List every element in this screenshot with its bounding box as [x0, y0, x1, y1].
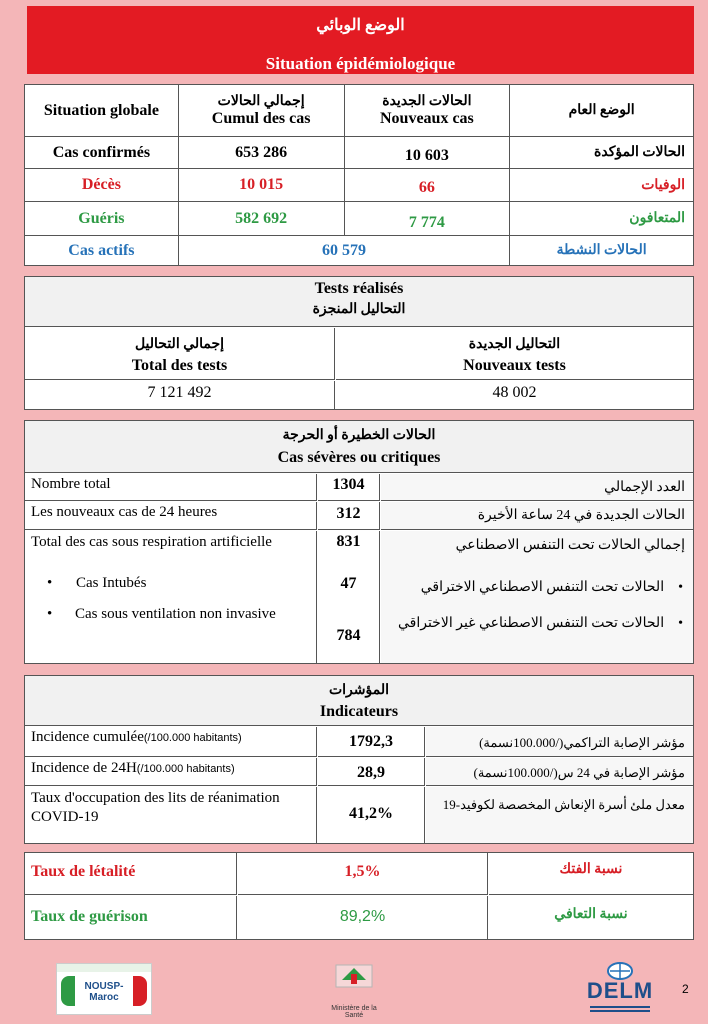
severe-resp-label-fr: Total des cas sous respiration artificielle [31, 534, 272, 550]
severe-new24-label-ar: الحالات الجديدة في 24 ساعة الأخيرة [381, 502, 693, 530]
col-header-nouveaux [344, 85, 510, 137]
tests-total-ar: إجمالي التحاليل [134, 337, 225, 352]
bullet-icon: • [47, 575, 53, 591]
ministry-emblem-icon [322, 962, 386, 992]
tests-new-ar: التحاليل الجديدة [468, 337, 561, 352]
indicator-label-ar: مؤشر الإصابة في 24 س(/100.000نسمة) [426, 758, 693, 786]
col-header-nouveaux-fr: Nouveaux cas [379, 110, 474, 127]
row-label-fr: Guéris [25, 202, 179, 236]
tests-total-value: 7 121 492 [25, 381, 335, 409]
indicator-row-label-fr [25, 727, 317, 757]
header-title-fr: Situation épidémiologique [265, 54, 456, 73]
table-row [25, 169, 694, 202]
severe-resp-block-fr [25, 531, 317, 663]
severe-panel [24, 420, 694, 664]
severe-resp-label-ar: إجمالي الحالات تحت التنفس الاصطناعي [455, 538, 685, 553]
tests-panel [24, 276, 694, 410]
page-number: 2 [682, 982, 689, 996]
col-header-cumul-ar: إجمالي الحالات [217, 94, 305, 109]
row-cumul: 653 286 [178, 137, 344, 169]
bullet-icon: • [678, 580, 683, 595]
row-cumul: 10 015 [178, 169, 344, 202]
actifs-label-fr: Cas actifs [25, 236, 179, 266]
tests-header [25, 277, 693, 327]
letalite-label-ar: نسبة الفتك [489, 853, 693, 895]
nousp-logo [56, 963, 152, 1015]
guerison-label-fr: Taux de guérison [25, 896, 237, 939]
indicators-title-ar: المؤشرات [328, 683, 389, 698]
severe-vni-label-fr: Cas sous ventilation non invasive [75, 606, 276, 622]
global-situation-table [24, 84, 694, 266]
tests-new-fr: Nouveaux tests [463, 357, 566, 374]
severe-title-ar: الحالات الخطيرة أو الحرجة [282, 428, 436, 443]
tests-new-header [336, 328, 693, 380]
row-nouveaux: 10 603 [344, 137, 510, 169]
delm-logo [584, 962, 656, 1016]
severe-vni-label-ar: الحالات تحت التنفس الاصطناعي غير الاختراقي [397, 616, 665, 631]
letalite-label-fr: Taux de létalité [25, 853, 237, 895]
header-title-ar: الوضع الوبائي [316, 17, 405, 34]
tests-title-ar: التحاليل المنجزة [312, 302, 406, 317]
severe-vni-item-ar [393, 611, 683, 637]
ministry-logo [322, 962, 386, 1019]
indicator-label: Taux d'occupation des lits de réanimation COVID-19 [31, 790, 280, 825]
indicators-header [25, 676, 693, 726]
actifs-row [25, 236, 694, 266]
severe-intubes-value: 47 [340, 575, 357, 592]
severe-intubes-item [47, 575, 146, 592]
header-banner [27, 6, 694, 74]
row-label-ar: المتعافون [510, 202, 694, 236]
severe-vni-item [47, 605, 297, 624]
indicator-value: 28,9 [318, 758, 425, 786]
table-row [25, 202, 694, 236]
severe-header [25, 421, 693, 473]
guerison-label-ar: نسبة التعافي [554, 907, 628, 922]
bullet-icon: • [47, 606, 53, 622]
indicator-unit: (/100.000 habitants) [136, 763, 235, 775]
indicator-value: 1792,3 [318, 727, 425, 757]
ministry-logo-text: Ministère de la Santé [331, 1005, 377, 1019]
severe-total-label-ar: العدد الإجمالي [381, 474, 693, 501]
indicator-label: Incidence cumulée [31, 729, 144, 745]
col-header-situation-ar: الوضع العام [510, 85, 694, 137]
indicator-label: Incidence de 24H [31, 760, 137, 776]
indicator-label-ar: معدل ملئ أسرة الإنعاش المخصصة لكوفيد-19 [426, 787, 693, 843]
indicators-panel [24, 675, 694, 844]
severe-intubes-label-fr: Cas Intubés [76, 575, 147, 591]
severe-total-label-fr: Nombre total [25, 474, 317, 501]
severe-intubes-label-ar: الحالات تحت التنفس الاصطناعي الاختراقي [420, 580, 665, 595]
row-cumul: 582 692 [178, 202, 344, 236]
bullet-icon: • [678, 616, 683, 631]
row-nouveaux: 66 [344, 169, 510, 202]
col-header-nouveaux-ar: الحالات الجديدة [382, 94, 472, 109]
severe-total-value: 1304 [318, 474, 380, 501]
table-row [25, 137, 694, 169]
tests-total-header [25, 328, 335, 380]
severe-resp-values [318, 531, 380, 663]
severe-resp-block-ar [381, 531, 693, 663]
tests-new-value: 48 002 [492, 384, 537, 401]
col-header-cumul [178, 85, 344, 137]
row-nouveaux: 7 774 [344, 202, 510, 236]
severe-resp-value: 831 [336, 533, 361, 550]
indicator-value: 41,2% [318, 787, 425, 843]
indicator-row-label-fr [25, 787, 317, 843]
tests-title-fr: Tests réalisés [314, 280, 404, 297]
indicator-unit: (/100.000 habitants) [143, 732, 242, 744]
severe-new24-label-fr: Les nouveaux cas de 24 heures [25, 502, 317, 530]
actifs-label-ar: الحالات النشطة [510, 236, 694, 266]
severe-vni-value: 784 [336, 627, 361, 644]
indicator-label-ar: مؤشر الإصابة التراكمي(/100.000نسمة) [426, 727, 693, 757]
guerison-value: 89,2% [238, 896, 488, 939]
severe-title-fr: Cas sévères ou critiques [277, 449, 441, 466]
row-label-ar: الحالات المؤكدة [510, 137, 694, 169]
row-label-ar: الوفيات [510, 169, 694, 202]
rates-panel [24, 852, 694, 940]
indicator-row-label-fr [25, 758, 317, 786]
severe-new24-value: 312 [318, 502, 380, 530]
col-header-cumul-fr: Cumul des cas [211, 110, 311, 127]
nousp-logo-text: NOUSP-Maroc [84, 981, 124, 1003]
delm-logo-text: DELM [586, 978, 654, 1003]
global-header-row [25, 85, 694, 137]
row-label-fr: Cas confirmés [25, 137, 179, 169]
actifs-value: 60 579 [178, 236, 509, 266]
col-header-situation-fr: Situation globale [25, 85, 179, 137]
tests-total-fr: Total des tests [131, 357, 228, 374]
row-label-fr: Décès [25, 169, 179, 202]
severe-intubes-item-ar [393, 579, 683, 596]
indicators-title-fr: Indicateurs [319, 703, 399, 720]
letalite-value: 1,5% [238, 853, 488, 895]
